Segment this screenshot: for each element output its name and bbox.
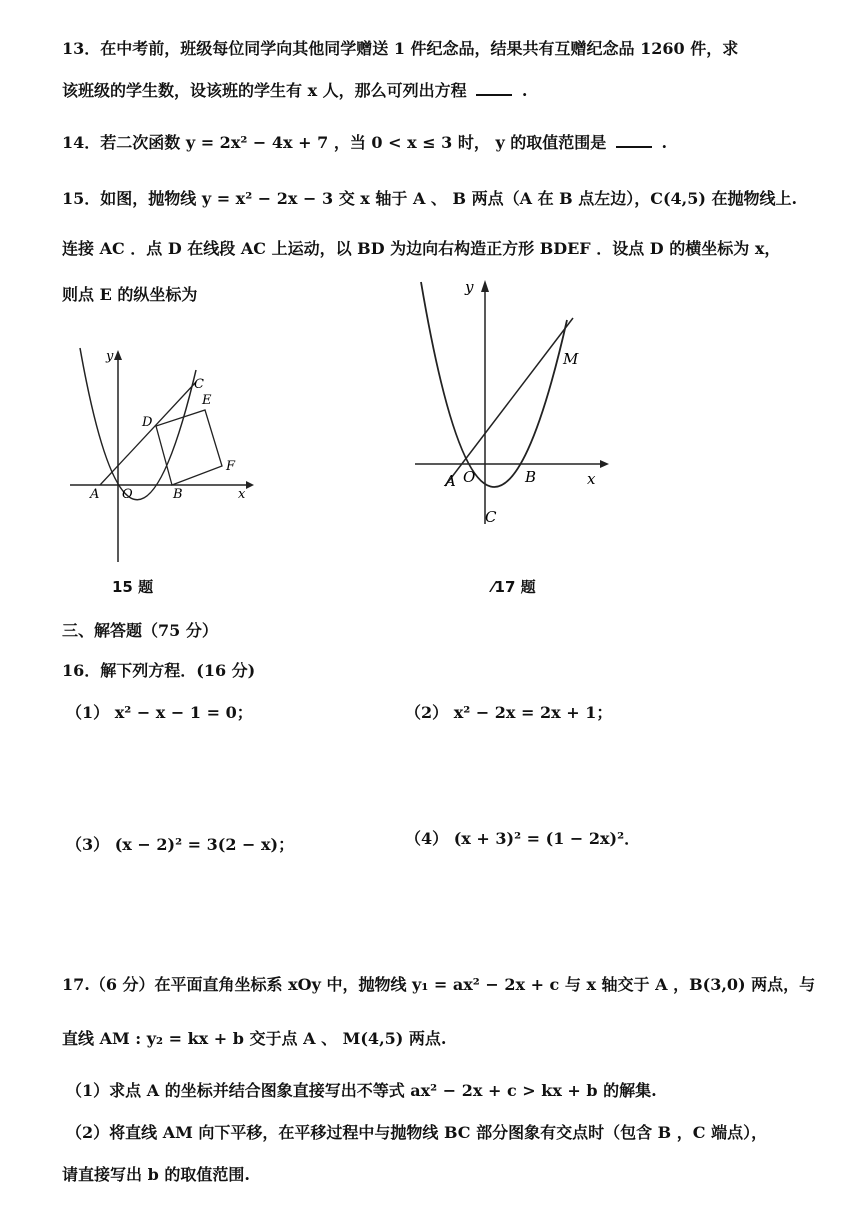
fig17-label-O: O: [463, 468, 476, 486]
q17-part1: （1）求点 A 的坐标并结合图象直接写出不等式 ax² − 2x + c > kx + b 的解集.: [66, 1081, 657, 1100]
fig17-parabola: [421, 282, 567, 487]
fig15-line-AC: [100, 382, 196, 485]
section-3-title: 三、解答题（75 分）: [62, 621, 218, 640]
fig17-label-B: B: [525, 468, 537, 486]
figure-17: [405, 272, 615, 532]
q15-line1: 15．如图，抛物线 y = x² − 2x − 3 交 x 轴于 A 、 B 两点（A 在 B 点左边），C(4,5) 在抛物线上.: [62, 189, 798, 208]
fig17-caption: ⁄17 题: [492, 578, 536, 596]
fig15-label-F: F: [226, 459, 236, 474]
fig15-label-x: x: [238, 487, 246, 502]
figure-15: [60, 340, 260, 570]
q13-line2: [62, 78, 527, 101]
q16-part4: （4） (x + 3)² = (1 − 2x)²．: [405, 829, 641, 848]
fig17-label-C: C: [485, 508, 497, 526]
fig15-x-arrow: [246, 481, 254, 489]
fig15-label-D: D: [142, 415, 153, 430]
q16-part1: （1） x² − x − 1 = 0；: [66, 703, 253, 722]
fig15-label-A: A: [90, 487, 100, 502]
fig17-label-A: A: [445, 472, 456, 490]
fig17-label-M: M: [563, 350, 579, 368]
figure-17-graph: [405, 272, 615, 532]
fig17-line-AM: [445, 318, 573, 486]
fig15-parabola: [80, 348, 196, 500]
q14-line: [62, 130, 667, 153]
fig15-label-E: E: [202, 393, 212, 408]
fig15-label-O: O: [122, 487, 133, 502]
q17-line1: 17.（6 分）在平面直角坐标系 xOy 中，抛物线 y₁ = ax² − 2x + c 与 x 轴交于 A ，B(3,0) 两点，与: [62, 975, 816, 994]
q16-part3: （3） (x − 2)² = 3(2 − x)；: [66, 835, 295, 854]
q15-line3: 则点 E 的纵坐标为: [62, 285, 198, 304]
q13-line2-text: 该班级的学生数，设该班的学生有 x 人，那么可列出方程: [62, 81, 467, 100]
q14-text: 14．若二次函数 y = 2x² − 4x + 7 ，当 0 < x ≤ 3 时， y 的取值范围是: [62, 133, 607, 152]
q17-part2: （2）将直线 AM 向下平移，在平移过程中与抛物线 BC 部分图象有交点时（包含 B ，C 端点），: [66, 1123, 768, 1142]
q15-line2: 连接 AC ．点 D 在线段 AC 上运动，以 BD 为边向右构造正方形 BDEF ．设点 D 的横坐标为 x，: [62, 239, 781, 258]
fig17-label-x: x: [587, 470, 596, 488]
fig15-label-B: B: [173, 487, 183, 502]
q14-answer-blank: [616, 132, 652, 148]
q16-title: 16．解下列方程．(16 分): [62, 661, 256, 680]
q13-answer-blank: [476, 80, 512, 96]
q13-line2-end: .: [521, 81, 528, 100]
fig17-x-arrow: [600, 460, 609, 468]
figure-15-graph: [60, 340, 260, 570]
fig15-y-arrow: [114, 350, 122, 360]
fig15-square-BDEF: [156, 410, 222, 485]
q13-line1: 13．在中考前，班级每位同学向其他同学赠送 1 件纪念品，结果共有互赠纪念品 1260 件，求: [62, 39, 739, 58]
q17-part2-cont: 请直接写出 b 的取值范围.: [62, 1165, 250, 1184]
fig17-y-arrow: [481, 280, 489, 292]
fig17-label-y: y: [465, 278, 474, 296]
fig15-label-y: y: [106, 349, 114, 364]
fig15-caption: 15 题: [112, 578, 154, 596]
fig15-label-C: C: [194, 377, 204, 392]
q17-line2: 直线 AM : y₂ = kx + b 交于点 A 、 M(4,5) 两点.: [62, 1029, 447, 1048]
q16-part2: （2） x² − 2x = 2x + 1；: [405, 703, 613, 722]
q14-end: .: [661, 133, 668, 152]
